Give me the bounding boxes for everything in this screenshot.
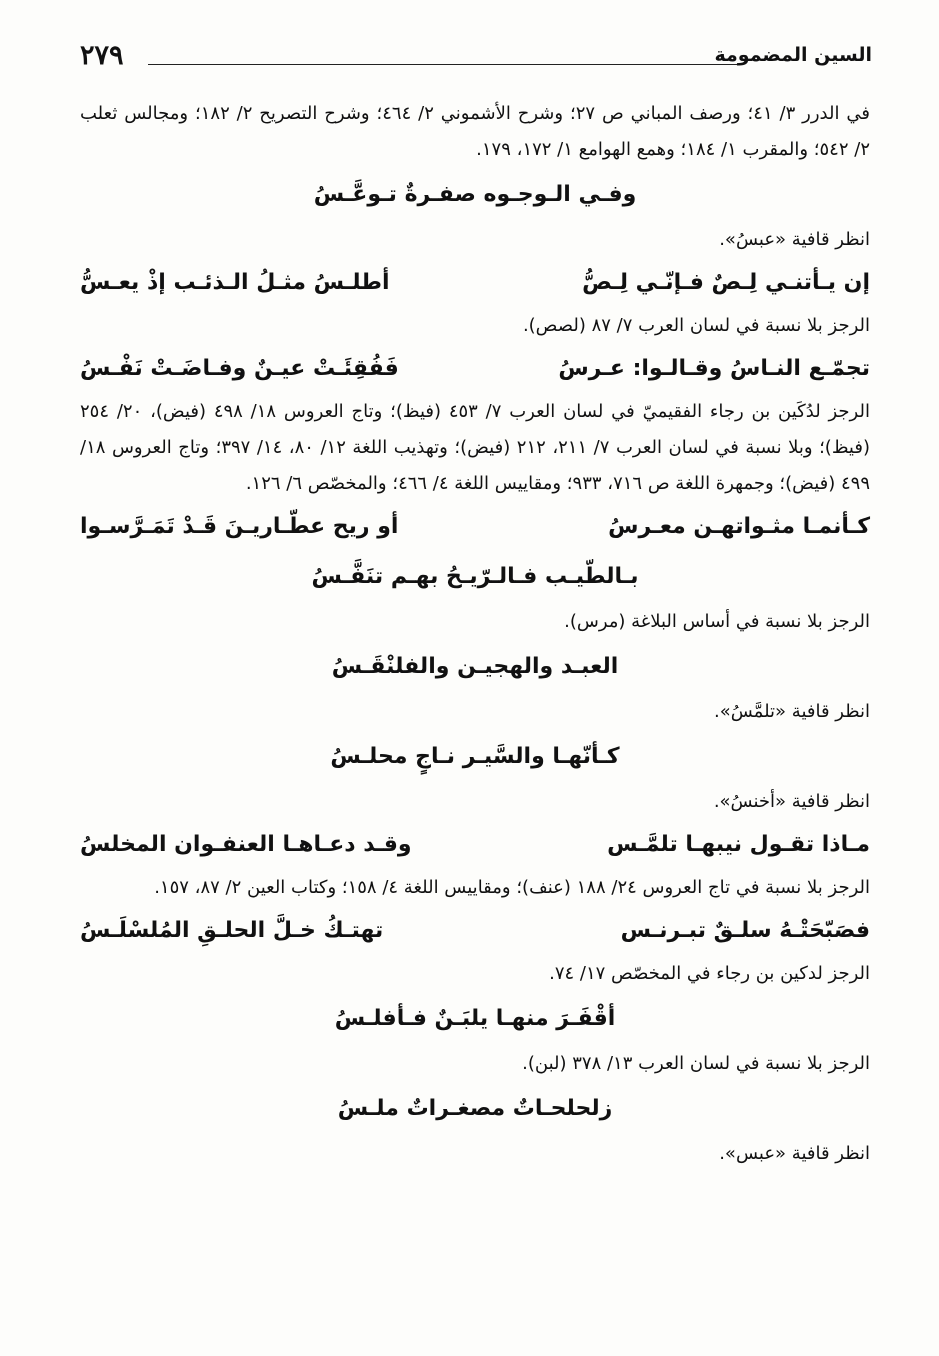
verse-pair xyxy=(80,822,870,868)
header-rule xyxy=(148,64,742,65)
page-number: ٢٧٩ xyxy=(80,40,124,71)
verse-second-hemistich: فَفُقِئَـتْ عيـنٌ وفـاضَـتْ نَفْـسُ xyxy=(80,356,399,381)
page-body xyxy=(80,96,870,1172)
verse-first-hemistich: إن يـأتنـي لِـصٌ فـإنّـي لِـصُّ xyxy=(582,270,870,295)
verse-pair xyxy=(80,504,870,550)
cross-reference: انظر قافية «عبس». xyxy=(719,1143,870,1164)
verse-first-hemistich: تجمّـع النـاسُ وقـالـوا: عـرسُ xyxy=(558,356,870,381)
verse-line: كـأنّهـا والسَّيـر نـاجٍ محلـسُ xyxy=(330,744,620,769)
source-note: الرجز بلا نسبة في تاج العروس ٢٤/ ١٨٨ (عنف)؛ ومقاييس اللغة ٤/ ١٥٨؛ وكتاب العين ٢/ ٨٧، ١٥٧. xyxy=(154,877,870,898)
page-header xyxy=(80,40,872,80)
verse-line: زلحلحـاتٌ مصغـراتٌ ملـسُ xyxy=(337,1096,613,1121)
verse-line: وفـي الـوجـوه صفـرةٌ تـوعَّـسُ xyxy=(313,182,637,207)
verse-second-hemistich: وقـد دعـاهـا العنفـوان المخلسُ xyxy=(80,832,412,857)
cross-reference: انظر قافية «أخنسُ». xyxy=(713,791,870,812)
verse-pair xyxy=(80,346,870,392)
source-note: الرجز لدُكَين بن رجاء الفقيميّ في لسان العرب ٧/ ٤٥٣ (فيظ)؛ وتاج العروس ١٨/ ٤٩٨ (فيض)، ٢٠/ ٢٥٤ (فيظ)؛ وبلا نسبة في لسان العرب ٧/ ٢١١، ٢١٢ (فيض)؛ وتهذيب اللغة ١٢/ ٨٠، ١٤/ ٣٩٧؛ وتاج العروس ١٨/ ٤٩٩ (فيض)؛ وجمهرة اللغة ص ٧١٦، ٩٣٣؛ ومقاييس اللغة ٤/ ٤٦٦؛ والمخصّص ٦/ ١٢٦. xyxy=(80,401,870,494)
chapter-title: السين المضمومة xyxy=(714,44,872,66)
verse-line: بـالطّيـب فـالـرّيـحُ بهـم تنَفَّـسُ xyxy=(311,564,639,589)
verse-line: العبـد والهجيـن والفلنْقَـسُ xyxy=(331,654,619,679)
verse-second-hemistich: تهتـكُ خـلَّ الحلـقِ المُلسْلَـسُ xyxy=(80,918,384,943)
verse-pair xyxy=(80,908,870,954)
source-note: الرجز بلا نسبة في أساس البلاغة (مرس). xyxy=(564,611,870,632)
verse-first-hemistich: مـاذا تقـول نيبهـا تلمَّـس xyxy=(607,832,870,857)
verse-second-hemistich: أو ريح عطّـاريـنَ قَـدْ تَمَـرَّسـوا xyxy=(80,514,399,539)
verse-second-hemistich: أطلـسُ مثـلُ الـذئـب إذْ يعـسُّ xyxy=(80,270,390,295)
verse-first-hemistich: فصَبّحَتْـهُ سلـقٌ تبـرنـس xyxy=(620,918,870,943)
source-note: الرجز بلا نسبة في لسان العرب ٧/ ٨٧ (لصص). xyxy=(522,315,870,336)
source-note: الرجز بلا نسبة في لسان العرب ١٣/ ٣٧٨ (لبن). xyxy=(522,1053,870,1074)
cross-reference: انظر قافية «تلمَّسُ». xyxy=(714,701,870,722)
source-note: الرجز لدكين بن رجاء في المخصّص ١٧/ ٧٤. xyxy=(549,963,870,984)
cross-reference: انظر قافية «عبسُ». xyxy=(719,229,870,250)
verse-pair xyxy=(80,260,870,306)
verse-first-hemistich: كـأنمـا مثـواتهـن معـرسُ xyxy=(608,514,870,539)
source-note: في الدرر ٣/ ٤١؛ ورصف المباني ص ٢٧؛ وشرح الأشموني ٢/ ٤٦٤؛ وشرح التصريح ٢/ ١٨٢؛ ومجالس ثعلب ٢/ ٥٤٢؛ والمقرب ١/ ١٨٤؛ وهمع الهوامع ١/ ١٧٢، ١٧٩. xyxy=(80,103,870,160)
verse-line: أقْفَـرَ منهـا يلبَـنٌ فـأفلـسُ xyxy=(334,1006,616,1031)
